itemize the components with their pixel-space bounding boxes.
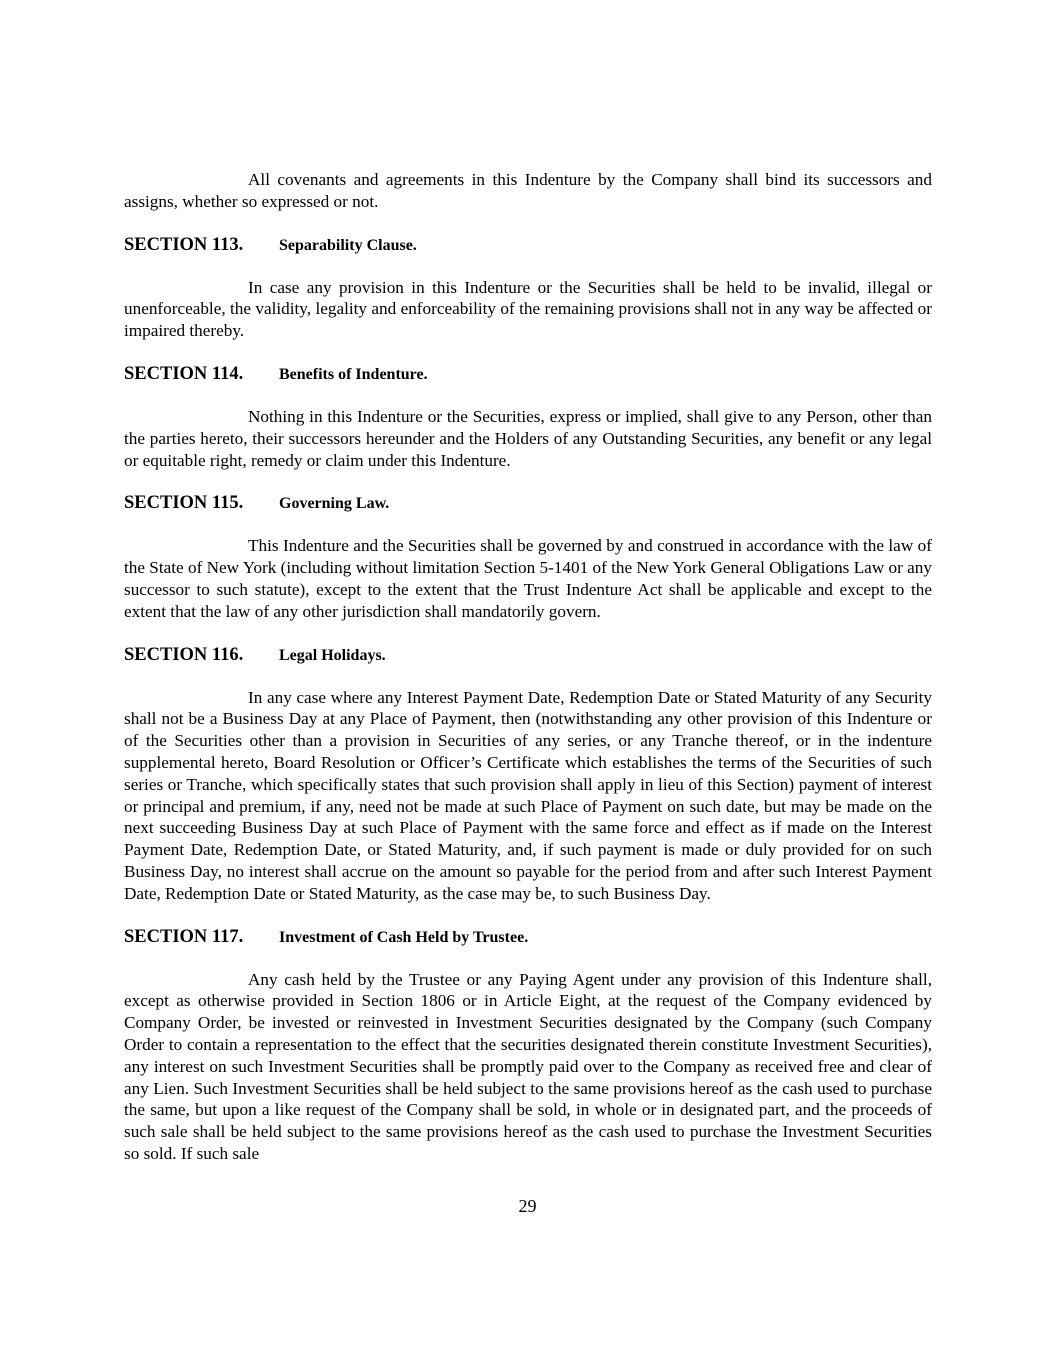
section-115 [124, 492, 932, 622]
section-heading [124, 926, 932, 948]
section-paragraph: In case any provision in this Indenture or the Securities shall be held to be invalid, illegal or unenforceable, the validity, legality and enforceability of the remaining provisions shall not in any way be affected or impaired thereby. [124, 277, 932, 341]
section-title: Investment of Cash Held by Trustee. [279, 928, 529, 946]
section-paragraph: This Indenture and the Securities shall be governed by and construed in accordance with the law of the State of New York (including without limitation Section 5-1401 of the New York General Obligations Law or any successor to such statute), except to the extent that the Trust Indenture Act shall be applicable and except to the extent that the law of any other jurisdiction shall mandatorily govern. [124, 536, 932, 621]
section-paragraph: In any case where any Interest Payment Date, Redemption Date or Stated Maturity of any Security shall not be a Business Day at any Place of Payment, then (notwithstanding any other provision of this Indenture or of the Securities other than a provision in Securities of any series, or any Tranche thereof, or in the indenture supplemental hereto, Board Resolution or Officer’s Certificate which establishes the terms of the Securities of such series or Tranche, which specifically states that such provision shall apply in lieu of this Section) payment of interest or principal and premium, if any, need not be made at such Place of Payment on such date, but may be made on the next succeeding Business Day at such Place of Payment with the same force and effect as if made on the Interest Payment Date, Redemption Date, or Stated Maturity, and, if such payment is made or duly provided for on such Business Day, no interest shall accrue on the amount so payable for the period from and after such Interest Payment Date, Redemption Date or Stated Maturity, as the case may be, to such Business Day. [124, 687, 932, 903]
intro-paragraph: All covenants and agreements in this Indenture by the Company shall bind its successors and assigns, whether so expressed or not. [124, 170, 932, 211]
section-title: Governing Law. [279, 495, 390, 513]
page-number: 29 [518, 1196, 537, 1216]
section-heading [124, 363, 932, 385]
section-heading [124, 644, 932, 666]
section-116 [124, 644, 932, 905]
section-number: SECTION 115. [124, 493, 244, 514]
section-paragraph: Nothing in this Indenture or the Securities, express or implied, shall give to any Person, other than the parties hereto, their successors hereunder and the Holders of any Outstanding Securities, any benefit or any legal or equitable right, remedy or claim under this Indenture. [124, 406, 932, 470]
section-title: Legal Holidays. [279, 646, 386, 664]
section-114 [124, 363, 932, 471]
section-title: Benefits of Indenture. [279, 365, 428, 383]
section-number: SECTION 116. [124, 644, 244, 665]
section-paragraph: Any cash held by the Trustee or any Paying Agent under any provision of this Indenture shall, except as otherwise provided in Section 1806 or in Article Eight, at the request of the Company evidenced by Company Order, be invested or reinvested in Investment Securities designated by the Company (such Company Order to contain a representation to the effect that the securities designated therein constitute Investment Securities), any interest on such Investment Securities shall be promptly paid over to the Company as received free and clear of any Lien. Such Investment Securities shall be held subject to the same provisions hereof as the cash used to purchase the same, but upon a like request of the Company shall be sold, in whole or in designated part, and the proceeds of such sale shall be held subject to the same provisions hereof as the cash used to purchase the Investment Securities so sold. If such sale [124, 969, 932, 1163]
section-117 [124, 926, 932, 1165]
section-113 [124, 234, 932, 342]
section-heading [124, 492, 932, 514]
section-title: Separability Clause. [279, 236, 417, 254]
section-number: SECTION 117. [124, 926, 244, 947]
section-number: SECTION 113. [124, 234, 244, 255]
document-page [124, 169, 932, 1165]
section-heading [124, 234, 932, 256]
section-number: SECTION 114. [124, 363, 244, 384]
